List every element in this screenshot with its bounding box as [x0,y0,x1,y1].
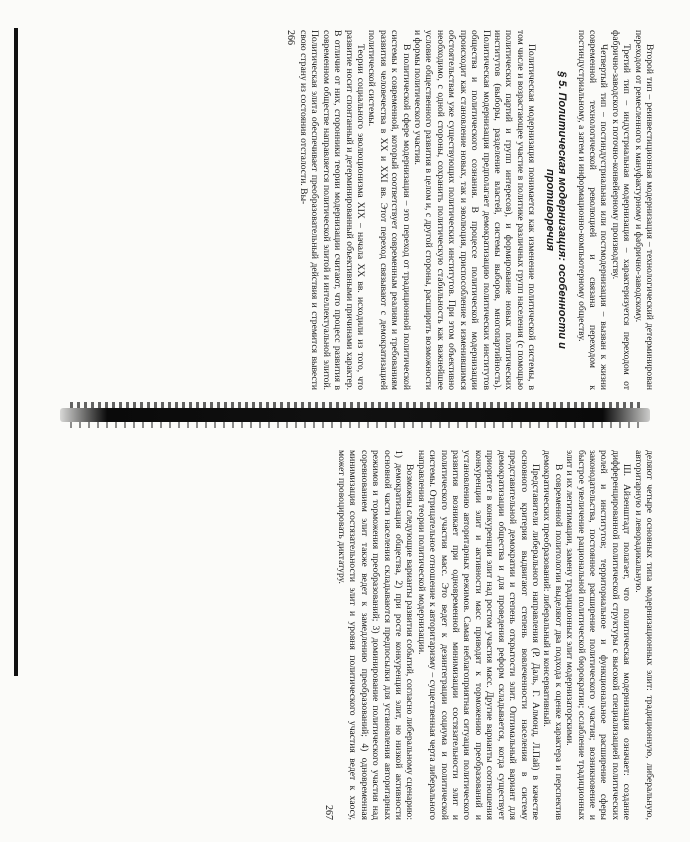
paragraph: В современной политологии выделяют два подхода к оценке характера и перспектив демократических преобразований: либеральный и консервативный. [541,450,564,820]
scan-margin-line [14,28,18,676]
paragraph: Представители либерального направления (Р. Даль, Г. Алмонд, Л.Пай) в качестве основного критерия выдвигают степень вовлеченности населения в систему представительной демократии и степень открытости элит. Оптимальный вариант для демократизации общества и для проведения реформ складывается, когда существует приоритет в конкуренции элит над ростом участия масс. Другие варианты соотношения конкуренции элит и активности масс приводят к торможению преобразований и установлению авторитарных режимов. Самая неблагоприятная ситуация политического развития возникает при одновременной минимизации состязательности элит и политического участия масс. Это ведет к дезинтеграции социума и политической системы. Отрицательное отношение к авторитаризму – существенная черта либерального направления теории политической модернизации. [415,450,541,820]
page-number: 267 [322,805,334,820]
section-heading: § 5. Политическая модернизация: особенности и противоречия [543,71,569,349]
paragraph: В политической сфере модернизация – это переход от традиционной политической системы к современной, который соответствует современным реалиям и требованиям развития человечества в XX и XXI вв. Этот переход связывают с демократизацией политической системы. [366,30,412,390]
page-number: 266 [284,30,296,45]
page-left [59,30,655,390]
paragraph: деляют четыре основных типа модернизационных элит: традиционную, либеральную, авторитарную и леворадикальную. [632,450,655,820]
paragraph: Третий тип – индустриальная модернизация – характеризуется переходом от фабрично-заводского к поточно-конвейерному производству. [609,30,633,390]
paragraph: Политическая модернизация понимается как изменение политической системы, в том числе и возрастающее участие в политике различных групп населения (с помощью политических партий и групп интересов), и формирование новых политических институтов (выборы, разделение властей, системы выборов, многопартийность). Политическая модернизация предполагает демократизацию политических институтов общества и политического сознания. В процессе политической модернизации происходит как становление новых, так и эволюция, приспособление к изменившимся обстоятельствам уже существующих политических институтов. При этом объективно необходимо, с одной стороны, сохранить политическую стабильность как важнейшее условие общественного развития в целом и, с другой стороны, расширить возможности и формы политического участия. [412,30,538,390]
paragraph: Четвертый тип – постиндустриальная или постмодернизация – вызван к жизни современной технологической революцией и связана переходом к постиндустриальному, а затем и информационно-компьютерному обществу. [575,30,610,390]
page-right [59,450,655,820]
page-gutter-shadow [0,398,690,438]
page-right-text [336,450,655,820]
paragraph: Ш. Айзенштадт полагает, что политическая модернизация означает: создание дифференцированной политической структуры с высокой специализацией политических ролей и институтов; территориальное и функциональное расширение сферы законодательства, постоянное расширение политического участия; возникновение и быстрое увеличение рациональной политической бюрократии; ослабление традиционных элит и их легитимации, замену традиционных элит модернизаторскими. [564,450,633,820]
paragraph: Второй тип – реинвестиционная модернизация – технологический детерминирован переходом от ремесленного к мануфактурному и фабрично-заводскому. [632,30,655,390]
paragraph: Теории социального эволюционизма XIX – начала XX вв. исходили из того, что развитие носит спонтанный и детерминированный объективными причинами характер. В отличие от них, сторонники теории модернизации считают, что процесс развития в современном обществе направляется политической элитой и интеллектуальной элитой. Политическая элита обеспечивает преобразовательный действия и стремится вывести свою страну из состояния отсталости. Вы- [298,30,367,390]
page-left-text [298,30,655,390]
paragraph: Возможны следующие варианты развития событий, согласно либеральному сценарию: 1) демократизация общества, 2) при росте конкуренции элит, но низкой активности основной части населения складываются предпосылки для установления авторитарных режимов и торможения преобразований; 3) доминирование политического участия над соревнованием элит также ведет к замедлению преобразований; 4) одновременная минимизация состязательности элит и уровня политического участия ведет к хаосу, может провоцировать диктатуру. [336,450,416,820]
